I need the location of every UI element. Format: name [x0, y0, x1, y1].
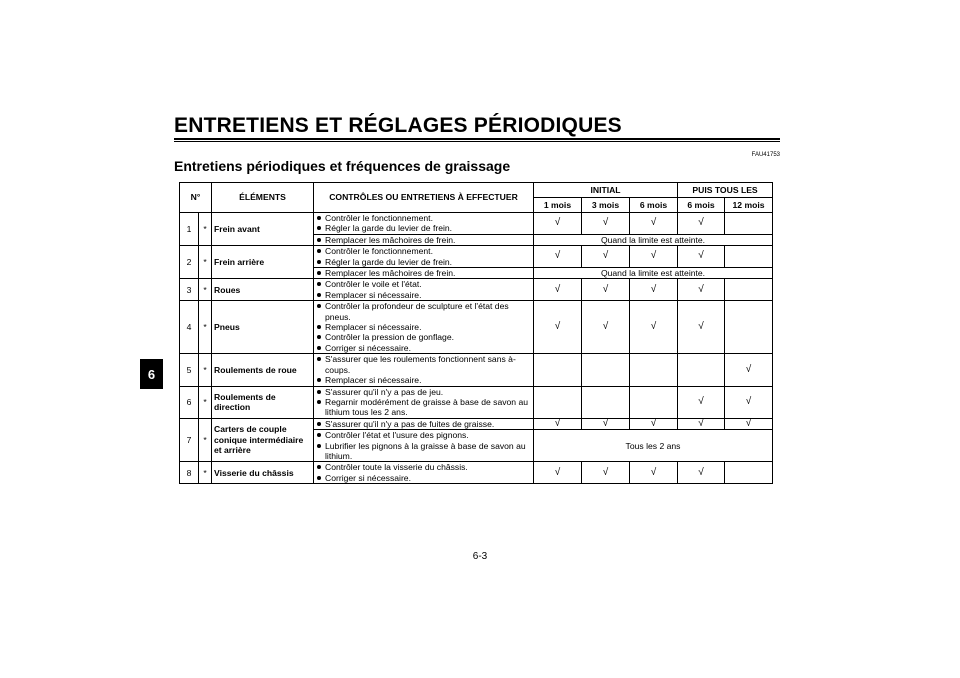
check-mark: √: [534, 301, 582, 354]
row-element: Roulements de roue: [212, 354, 314, 386]
row-actions: [314, 234, 534, 245]
chapter-tab: 6: [140, 359, 163, 389]
header-then-every: PUIS TOUS LES: [678, 183, 773, 198]
action-item: Corriger si nécessaire.: [316, 343, 531, 353]
table-row: [180, 418, 773, 429]
check-mark: √: [678, 301, 725, 354]
title-rule: [174, 138, 780, 140]
row-star: *: [199, 301, 212, 354]
header-initial: INITIAL: [534, 183, 678, 198]
row-element: Frein arrière: [212, 246, 314, 279]
row-num: 5: [180, 354, 199, 386]
empty-cell: [582, 354, 630, 386]
row-actions: [314, 268, 534, 279]
check-mark: √: [534, 418, 582, 429]
maintenance-table: [179, 182, 773, 484]
row-star: *: [199, 462, 212, 484]
header-period-2: 3 mois: [582, 198, 630, 213]
check-mark: √: [630, 279, 678, 301]
table-row: [180, 462, 773, 484]
action-item: Corriger si nécessaire.: [316, 473, 531, 483]
action-item: Contrôler le voile et l'état.: [316, 279, 531, 289]
check-mark: √: [678, 279, 725, 301]
header-elements: ÉLÉMENTS: [212, 183, 314, 213]
action-item: S'assurer qu'il n'y a pas de fuites de graisse.: [316, 419, 531, 429]
table-row: [180, 386, 773, 418]
row-num: 4: [180, 301, 199, 354]
check-mark: √: [630, 246, 678, 268]
row-element: Roulements de direction: [212, 386, 314, 418]
interval-note: Quand la limite est atteinte.: [534, 234, 773, 245]
row-element: Frein avant: [212, 213, 314, 246]
page-number: 6-3: [472, 551, 488, 562]
interval-note: Tous les 2 ans: [534, 430, 773, 462]
row-star: *: [199, 418, 212, 462]
interval-note: Quand la limite est atteinte.: [534, 268, 773, 279]
row-actions: [314, 386, 534, 418]
empty-cell: [534, 386, 582, 418]
check-mark: √: [582, 246, 630, 268]
action-item: Contrôler la profondeur de sculpture et l'état des pneus.: [316, 301, 531, 322]
empty-cell: [678, 354, 725, 386]
check-mark: √: [582, 462, 630, 484]
row-element: Pneus: [212, 301, 314, 354]
action-item: Régler la garde du levier de frein.: [316, 223, 531, 233]
row-num: 2: [180, 246, 199, 279]
row-num: 3: [180, 279, 199, 301]
action-item: Remplacer si nécessaire.: [316, 290, 531, 300]
check-mark: √: [630, 301, 678, 354]
empty-cell: [725, 279, 773, 301]
row-num: 6: [180, 386, 199, 418]
check-mark: √: [582, 301, 630, 354]
row-num: 8: [180, 462, 199, 484]
empty-cell: [725, 213, 773, 235]
empty-cell: [725, 462, 773, 484]
row-actions: [314, 418, 534, 429]
header-period-1: 1 mois: [534, 198, 582, 213]
row-element: Carters de couple conique intermédiaire et arrière: [212, 418, 314, 462]
document-code: FAU41753: [751, 152, 780, 158]
check-mark: √: [534, 213, 582, 235]
row-actions: [314, 301, 534, 354]
header-period-5: 12 mois: [725, 198, 773, 213]
page-title: ENTRETIENS ET RÉGLAGES PÉRIODIQUES: [174, 114, 622, 137]
check-mark: √: [725, 354, 773, 386]
check-mark: √: [630, 418, 678, 429]
empty-cell: [725, 301, 773, 354]
action-item: Remplacer les mâchoires de frein.: [316, 268, 531, 278]
check-mark: √: [582, 213, 630, 235]
action-item: Contrôler l'état et l'usure des pignons.: [316, 430, 531, 440]
action-item: Contrôler le fonctionnement.: [316, 246, 531, 256]
action-item: Lubrifier les pignons à la graisse à base de savon au lithium.: [316, 441, 531, 462]
check-mark: √: [678, 213, 725, 235]
check-mark: √: [534, 462, 582, 484]
row-actions: [314, 354, 534, 386]
action-item: Contrôler toute la visserie du châssis.: [316, 462, 531, 472]
empty-cell: [534, 354, 582, 386]
section-subtitle: Entretiens périodiques et fréquences de graissage: [174, 158, 511, 174]
row-star: *: [199, 386, 212, 418]
action-item: S'assurer que les roulements fonctionnent sans à-coups.: [316, 354, 531, 375]
empty-cell: [582, 386, 630, 418]
check-mark: √: [630, 462, 678, 484]
action-item: Remplacer si nécessaire.: [316, 322, 531, 332]
table-row: [180, 213, 773, 235]
row-star: *: [199, 279, 212, 301]
action-item: S'assurer qu'il n'y a pas de jeu.: [316, 387, 531, 397]
check-mark: √: [725, 386, 773, 418]
check-mark: √: [678, 418, 725, 429]
empty-cell: [630, 386, 678, 418]
table-row: [180, 301, 773, 354]
check-mark: √: [534, 246, 582, 268]
header-num: N°: [180, 183, 212, 213]
row-star: *: [199, 354, 212, 386]
header-period-4: 6 mois: [678, 198, 725, 213]
check-mark: √: [630, 213, 678, 235]
header-period-3: 6 mois: [630, 198, 678, 213]
header-checks: CONTRÔLES OU ENTRETIENS À EFFECTUER: [314, 183, 534, 213]
action-item: Remplacer si nécessaire.: [316, 375, 531, 385]
empty-cell: [630, 354, 678, 386]
row-element: Visserie du châssis: [212, 462, 314, 484]
row-actions: [314, 462, 534, 484]
row-star: *: [199, 213, 212, 246]
action-item: Régler la garde du levier de frein.: [316, 257, 531, 267]
row-actions: [314, 213, 534, 235]
action-item: Contrôler le fonctionnement.: [316, 213, 531, 223]
row-actions: [314, 246, 534, 268]
row-star: *: [199, 246, 212, 279]
check-mark: √: [534, 279, 582, 301]
check-mark: √: [678, 462, 725, 484]
row-num: 1: [180, 213, 199, 246]
row-actions: [314, 430, 534, 462]
check-mark: √: [678, 386, 725, 418]
check-mark: √: [582, 418, 630, 429]
action-item: Contrôler la pression de gonflage.: [316, 332, 531, 342]
row-actions: [314, 279, 534, 301]
table-row: [180, 246, 773, 268]
row-num: 7: [180, 418, 199, 462]
action-item: Remplacer les mâchoires de frein.: [316, 235, 531, 245]
row-element: Roues: [212, 279, 314, 301]
empty-cell: [725, 246, 773, 268]
check-mark: √: [725, 418, 773, 429]
table-row: [180, 279, 773, 301]
title-rule-thin: [174, 141, 780, 142]
action-item: Regarnir modérément de graisse à base de savon au lithium tous les 2 ans.: [316, 397, 531, 418]
check-mark: √: [582, 279, 630, 301]
table-row: [180, 354, 773, 386]
check-mark: √: [678, 246, 725, 268]
